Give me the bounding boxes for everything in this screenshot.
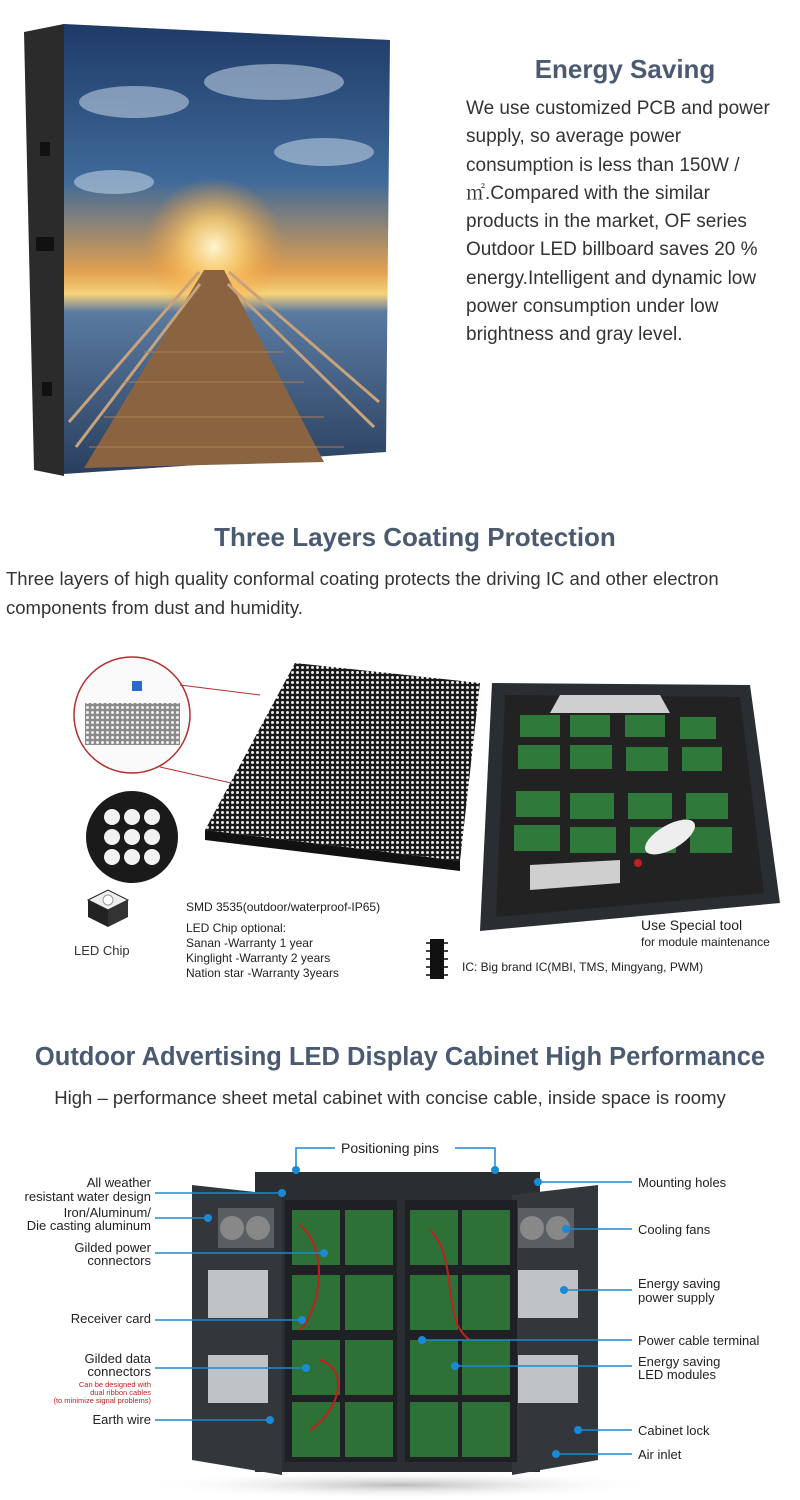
label-gilded-data-2: connectors: [87, 1364, 151, 1379]
label-cooling-fans: Cooling fans: [638, 1222, 711, 1237]
coating-title: Three Layers Coating Protection: [214, 522, 616, 552]
zoom-circle-led-grid: [74, 657, 260, 785]
label-energy-supply-1: Energy saving: [638, 1276, 721, 1291]
led-chip-label: LED Chip: [74, 943, 130, 958]
ic-label: IC: Big brand IC(MBI, TMS, Mingyang, PWM): [462, 960, 704, 974]
coating-body: Three layers of high quality conformal coating protects the driving IC and other electron components from dust and humidity.: [6, 568, 719, 618]
energy-saving-body: We use customized PCB and power supply, so average power consumption is less than 150W / ㎡.Compared with the similar products in the market, OF series Outdoor LED billboard saves 20 % energy.Intelligent and dynamic low power consumption under low brightness and gray level.: [466, 98, 770, 346]
energy-saving-title: Energy Saving: [534, 54, 716, 84]
label-gilded-data-1: Gilded data: [84, 1351, 151, 1366]
label-iron-1: Iron/Aluminum/: [63, 1205, 151, 1220]
cabinet-diagram: [0, 1130, 800, 1500]
module-back-pcb: [480, 683, 780, 931]
cabinet-title: Outdoor Advertising LED Display Cabinet High Performance: [34, 1043, 766, 1071]
led-module-figure: [60, 655, 790, 1000]
chip-optional-heading: LED Chip optional:: [186, 921, 287, 935]
led-cabinet-sunset-image: [24, 22, 396, 476]
ic-chip-icon: [426, 939, 448, 979]
led-chip-icon: [88, 890, 128, 927]
label-all-weather-1: All weather: [86, 1175, 151, 1190]
label-air-inlet: Air inlet: [638, 1447, 682, 1462]
label-mounting-holes: Mounting holes: [638, 1175, 727, 1190]
label-receiver-card: Receiver card: [70, 1311, 151, 1326]
label-iron-2: Die casting aluminum: [26, 1218, 151, 1233]
tool-sublabel: for module maintenance: [641, 935, 770, 949]
label-gilded-power-1: Gilded power: [74, 1240, 151, 1255]
label-energy-supply-2: power supply: [638, 1290, 715, 1305]
label-all-weather-2: resistant water design: [24, 1189, 151, 1204]
cabinet-body: High – performance sheet metal cabinet with concise cable, inside space is roomy: [54, 1087, 726, 1108]
label-data-note-1: Can be designed with: [78, 1380, 151, 1389]
label-earth-wire: Earth wire: [92, 1412, 151, 1427]
label-gilded-power-2: connectors: [87, 1253, 151, 1268]
chip-option-kinglight: Kinglight -Warranty 2 years: [186, 951, 331, 965]
label-data-note-3: (to minimize signal problems): [53, 1396, 151, 1405]
tool-label: Use Special tool: [641, 917, 743, 933]
label-cabinet-lock: Cabinet lock: [638, 1423, 710, 1438]
smd-label: SMD 3535(outdoor/waterproof-IP65): [186, 900, 381, 914]
led-module-panel: [205, 663, 480, 871]
label-positioning-pins: Positioning pins: [341, 1140, 440, 1156]
label-data-note-2: dual ribbon cables: [90, 1388, 151, 1397]
cooling-fan-icon-left: [218, 1208, 274, 1248]
label-power-cable: Power cable terminal: [638, 1333, 760, 1348]
chip-option-sanan: Sanan -Warranty 1 year: [186, 936, 313, 950]
label-energy-modules-1: Energy saving: [638, 1354, 721, 1369]
label-energy-modules-2: LED modules: [638, 1367, 717, 1382]
chip-option-nationstar: Nation star -Warranty 3years: [186, 966, 339, 980]
zoom-circle-led-closeup: [86, 791, 178, 883]
